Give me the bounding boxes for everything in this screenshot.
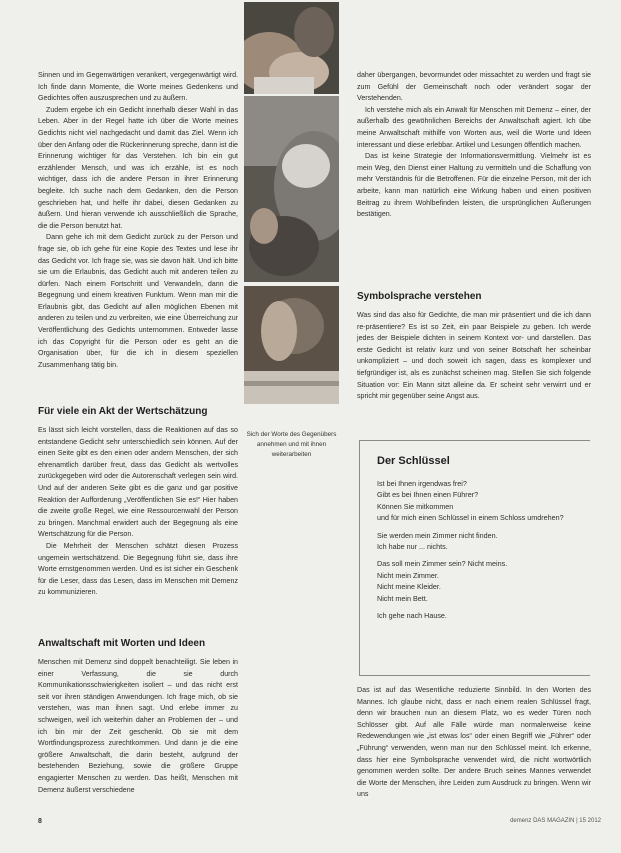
poem-line: Gibt es bei Ihnen einen Führer? — [377, 490, 479, 500]
paragraph: Das ist keine Strategie der Informationsvermittlung. Vielmehr ist es mein Weg, den Dienst einer Haltung zu vermitteln und die Schaffung von mehr Verständnis für die Betroffenen. Für die einzelne Person, mit der ich arbeite, kann man natürlich eine Wirkung haben und einen positiven Beitrag zu ihrem Wohlbefinden leisten, die ursprünglichen Äußerungen bestätigen. — [357, 152, 591, 219]
photo-hands — [244, 2, 339, 94]
section-heading: Anwaltschaft mit Worten und Ideen — [38, 638, 206, 649]
poem-line: Ich gehe nach Hause. — [377, 611, 447, 621]
poem-title: Der Schlüssel — [377, 455, 450, 467]
paragraph: daher übergangen, bevormundet oder missachtet zu werden und fragt sie zum Gefühl der Gemeinschaft noch oder verändert sogar der Verstehenden. — [357, 71, 591, 103]
paragraph: Sinnen und im Gegenwärtigen verankert, vergegenwärtigt wird. Ich finde dann Momente, die Worte meines Gedenkens und Gedichtes offen auszusprechen und zu äußern. — [38, 71, 238, 103]
poem-line: Sie werden mein Zimmer nicht finden. — [377, 530, 498, 540]
poem-line: Ich habe nur ... nichts. — [377, 542, 448, 552]
section-heading: Für viele ein Akt der Wertschätzung — [38, 406, 208, 417]
poem-line: Nicht meine Kleider. — [377, 582, 441, 592]
paragraph: Was sind das also für Gedichte, die man mir präsentiert und die ich dann re-präsentiere? Es ist so Zeit, ein paar Beispiele zu geben. Ich werde jedes der Beispiele dichten in seinem Kontext vor- und darstellen. Das erste Gedicht ist relativ kurz und von seiner Botschaft her scheinbar unkompliziert – und doch soweit ich sagen, dass es komplexer und tiefgründiger ist, als es zunächst scheinen mag. Stellen Sie sich folgende Situation vor: Ein Mann sitzt alleine da. Er scheint sehr verwirrt und er spricht mir gegenüber seine Angst aus. — [357, 311, 591, 401]
paragraph: Menschen mit Demenz sind doppelt benachteiligt. Sie leben in einer Verfassung, die sie durch Kommunikationsschwierigkeiten isoliert – und das nicht erst seit vor ihren ständigen Anwendungen. Ich frage mich, ob sie verstehen, was man ihnen sagt. Und erlebe immer zu schweigen, weil ich weiterhin daher an Problemen der – und ich bin mir der Zeit geschenkt. Ob sie mit dem Wortfindungsprozess zurechtkommen. Und dann je die eine größere Anwaltschaft, die darin besteht, aufgrund der bestehenden Beziehung, sowie die größere Gruppe engagierter Menschen zu werden. Das heißt, Menschen mit Demenz äußerst verschiedene — [38, 658, 238, 794]
paragraph: Dann gehe ich mit dem Gedicht zurück zu der Person und frage sie, ob ich gehe für eine Kopie des Textes und lese ihr das Gedicht vor. Ich frage sie, was sie davon hält. Und ich bitte sie um die Erlaubnis, das Gedicht auch mit anderen teilen zu dürfen. Nach einem Fortschritt und Verwandeln, dann die Begegnung und einem kreativen Funktum. Wenn man mir die Erlaubnis gibt, das Gedicht auf allen möglichen Ebenen mit anderen zu teilen und zu verbreiten, wie eine Überreichung zur Veröffentlichung des Gedichts unternommen. Entweder lasse ich das Copyright für die Person oder es geht an die Organisation über, für die ich in diesem speziellen Zusammenhang tätig bin. — [38, 233, 238, 369]
left-column-top — [38, 70, 238, 371]
poem-line: Nicht mein Bett. — [377, 593, 428, 603]
photo-caption: Sich der Worte des Gegenübers annehmen und mit ihnen weiterarbeiten — [246, 431, 337, 458]
right-column-top — [357, 70, 591, 221]
photo-elderly-man — [244, 96, 339, 282]
poem-line: Können Sie mitkommen — [377, 501, 454, 511]
left-section-1 — [38, 405, 238, 599]
paragraph: Es lässt sich leicht vorstellen, dass die Reaktionen auf das so entstandene Gedicht sehr unterschiedlich sein können. Auf der einen Seite gibt es den einen oder andern Menschen, der sich ehrenamtlich darüber freut, dass das Gedicht als wertvolles zurückgegeben wird oder die Autorenschaft verlegen sein wird. Und auf der anderen Seite gibt es die ganz und gar positive Reaktion der Aufforderung „Veröffentlichen Sie es!“ Hier haben die zweite große Regel, wie eine Ressourcenwahl der Person zu bringen. Manchmal erwidert auch der Begegnung als eine Wertschätzung für die Person. — [38, 426, 238, 539]
photo-folded-hands — [244, 286, 339, 404]
poem-box — [359, 440, 590, 676]
poem-line: und für mich einen Schlüssel in einem Schloss umdrehen? — [377, 513, 564, 523]
paragraph: Zudem ergebe ich ein Gedicht innerhalb dieser Wahl in das Leben. Aber in der Regel hatte ich über die Worte meines Gedichts nicht viel nachgedacht und damit das Ziel. Wenn ich über den Anfang oder die Rückerinnerung spreche, dann ist die Erinnerung wichtiger für das Verstehen. Ich bin ein gut erzählender Mensch, und was ich erzähle, ist es noch wichtiger, dass ich die andere Person in ihrer Erinnerung begleite. Ich suche nach dem Gedanken, den die Person geschrieben hat, und helfe ihr dabei, diesen Gedanken zu äußern. Und hieran verwende ich ausschließlich die Sprache, die die Person benutzt hat. — [38, 105, 238, 230]
poem-line: Ist bei Ihnen irgendwas frei? — [377, 479, 467, 488]
paragraph: Die Mehrheit der Menschen schätzt diesen Prozess ungemein wertschätzend. Die Begegnung führt sie, dass ihre Worte ernstgenommen werden. Und es ist sicher ein Geschenk für die Leser, dass das Lesen, dass im Menschen mit Demenz zu kommunizieren. — [38, 541, 238, 597]
right-section — [357, 290, 591, 403]
section-heading: Symbolsprache verstehen — [357, 291, 482, 302]
poem-lines — [377, 478, 577, 621]
page-number: 8 — [38, 818, 42, 825]
paragraph: Ich verstehe mich als ein Anwalt für Menschen mit Demenz – einer, der außerhalb des gewöhnlichen Bereichs der Anwaltschaft agiert. Ich übe meine Anwaltschaft mithilfe von Worten aus, weil die Worte und Ideen interessant und diese erlebbar. Artikel und Lesungen öffentlich machen. — [357, 105, 591, 149]
magazine-footer: demenz DAS MAGAZIN | 15 2012 — [510, 818, 601, 824]
poem-line: Das soll mein Zimmer sein? Nicht meins. — [377, 559, 508, 569]
right-bottom — [357, 685, 591, 801]
paragraph: Das ist auf das Wesentliche reduzierte Sinnbild. In den Worten des Mannes. Ich glaube nicht, dass er nach einem realen Schlüssel fragt, denn wir brauchen nun an diesem Platz, wo es weder Türen noch Schlösser gibt. Auf alle Fälle würde man normalerweise keine Redewendungen wie „ist etwas los“ oder einen Begriff wie „Führer“ oder „Führung“ verwenden, wenn man nur den Schlüssel meint. Ich erkenne, dass hier eine Symbolsprache verwendet wird, die nicht wortwörtlich genommen werden sollte. Der andere Bruch seines Mannes verwendet die Worte der Menschen, ihre Leiden zum Ausdruck zu bringen. Wenn wir uns — [357, 686, 591, 799]
left-section-2 — [38, 637, 238, 796]
poem-line: Nicht mein Zimmer. — [377, 570, 439, 580]
